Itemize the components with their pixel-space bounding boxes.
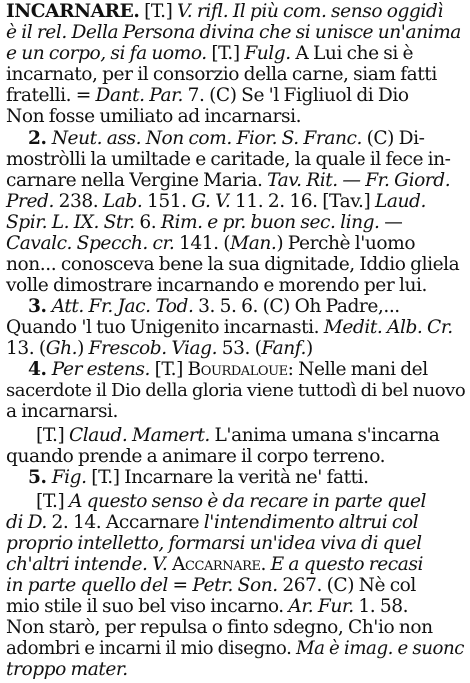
- entry-line: Quando 'l tuo Unigenito incarnasti. Medit. Alb. Cr.: [6, 317, 453, 338]
- entry-line: sacerdote il Dio della gloria viene tuttodì di bel nuovo: [6, 380, 466, 401]
- entry-line: 4. Per estens. [T.] Bourdaloue: Nelle mani del: [28, 359, 428, 380]
- headword: INCARNARE.: [6, 1, 140, 22]
- entry-line: 13. (Gh.) Frescob. Viag. 53. (Fanf.): [6, 338, 313, 359]
- entry-line: è il rel. Della Persona divina che si unisce un'anima: [6, 22, 461, 43]
- entry-line: INCARNARE. [T.] V. rifl. Il più com. senso oggidì: [6, 1, 443, 22]
- entry-line: ch'altri intende. V. Accarnare. E a questo recasi: [6, 554, 423, 575]
- entry-line: volle dimostrare incarnando e morendo per lui.: [6, 275, 427, 296]
- entry-line: non... conosceva bene la sua dignitade, Iddio gliela: [6, 254, 460, 275]
- entry-line: quando prende a animare il corpo terreno.: [6, 446, 386, 467]
- entry-line: fratelli. = Dant. Par. 7. (C) Se 'l Figliuol di Dio: [6, 85, 409, 106]
- entry-line: [T.] A questo senso è da recare in parte quel: [36, 491, 427, 512]
- entry-line: incarnato, per il consorzio della carne, siam fatti: [6, 64, 437, 85]
- entry-line: in parte quello del = Petr. Son. 267. (C) Nè col: [6, 575, 416, 596]
- entry-line: proprio intelletto, formarsi un'idea viva di quel: [6, 533, 422, 554]
- entry-line: Non fosse umiliato ad incarnarsi.: [6, 106, 302, 127]
- entry-line: Non starò, per repulsa o finto sdegno, Ch'io non: [6, 617, 433, 638]
- entry-line: adombri e incarni il mio disegno. Ma è imag. e suonc: [6, 638, 464, 659]
- entry-line: Spir. L. IX. Str. 6. Rim. e pr. buon sec. ling. —: [6, 212, 403, 233]
- entry-line: e un corpo, si fa uomo. [T.] Fulg. A Lui che si è: [6, 43, 414, 64]
- entry-line: di D. 2. 14. Accarnare l'intendimento altrui col: [6, 512, 419, 533]
- entry-line: 2. Neut. ass. Non com. Fior. S. Franc. (C) Di-: [28, 128, 425, 149]
- entry-line: 5. Fig. [T.] Incarnare la verità ne' fatti.: [28, 467, 369, 488]
- entry-line: a incarnarsi.: [6, 401, 119, 422]
- entry-line: 3. Att. Fr. Jac. Tod. 3. 5. 6. (C) Oh Padre,...: [28, 296, 400, 317]
- entry-line: Cavalc. Specch. cr. 141. (Man.) Perchè l'uomo: [6, 233, 416, 254]
- entry-line: carnare nella Vergine Maria. Tav. Rit. — Fr. Giord.: [6, 170, 451, 191]
- entry-line: troppo mater.: [6, 659, 128, 680]
- entry-line: [T.] Claud. Mamert. L'anima umana s'incarna: [36, 425, 440, 446]
- entry-line: mostròlli la umiltade e caritade, la quale il fece in-: [6, 149, 451, 170]
- entry-line: mio stile il suo bel viso incarno. Ar. Fur. 1. 58.: [6, 596, 409, 617]
- entry-line: Pred. 238. Lab. 151. G. V. 11. 2. 16. [Tav.] Laud.: [6, 191, 426, 212]
